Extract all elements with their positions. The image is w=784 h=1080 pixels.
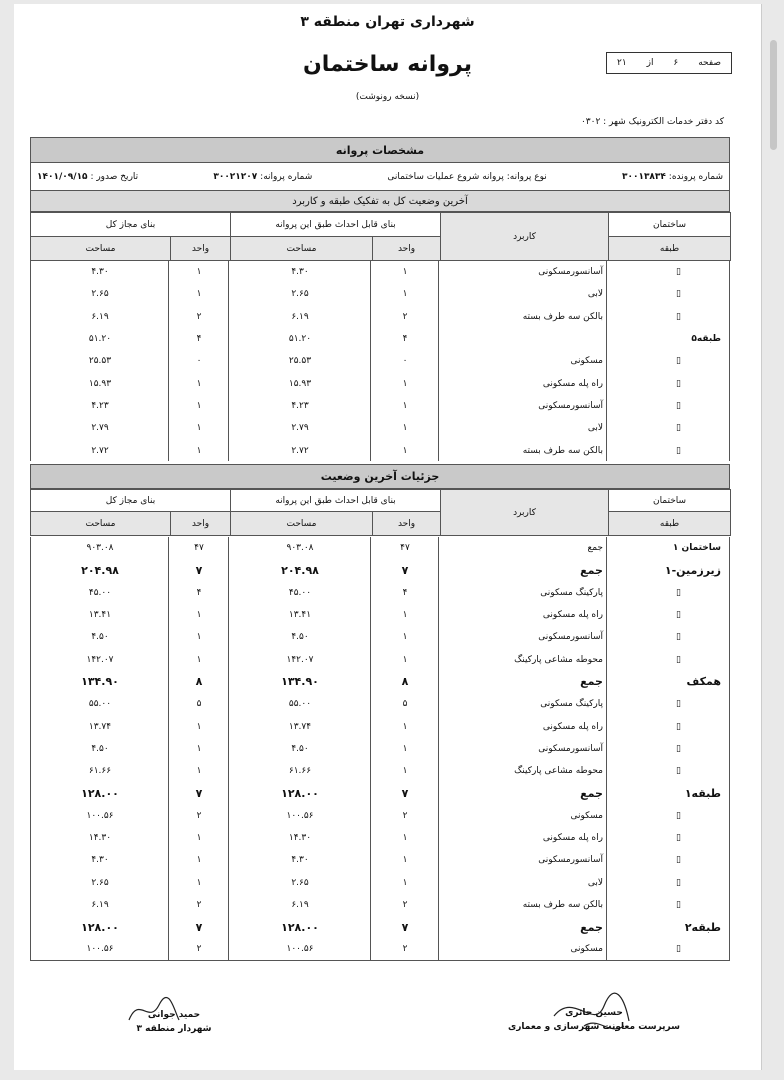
table-row bbox=[31, 849, 729, 871]
total-area-cell: ۱۵.۹۳ bbox=[88, 378, 112, 389]
allowed-area-cell: ۹۰۳.۰۸ bbox=[286, 543, 314, 554]
allowed-area-cell: ۱۰۰.۵۶ bbox=[286, 810, 314, 821]
table-row bbox=[31, 537, 729, 559]
allowed-unit-cell: ۷ bbox=[401, 786, 409, 800]
table-row bbox=[31, 916, 729, 938]
allowed-area-cell: ۱۳.۷۴ bbox=[288, 721, 312, 732]
allowed-unit-cell: ۱ bbox=[402, 289, 408, 300]
header-area: مساحت bbox=[31, 512, 171, 536]
total-unit-cell: ۱ bbox=[196, 610, 202, 621]
allowed-area-cell: ۴.۲۳ bbox=[291, 400, 309, 411]
column-divider bbox=[606, 537, 607, 960]
table-row bbox=[31, 671, 729, 693]
table-row bbox=[31, 805, 729, 827]
floor-cell: طبقه۲ bbox=[684, 920, 721, 934]
allowed-area-cell: ۱۲۸.۰۰ bbox=[281, 786, 319, 800]
table-row bbox=[31, 693, 729, 715]
allowed-area-cell: ۱۴.۳۰ bbox=[288, 833, 312, 843]
usage-cell: آسانسورمسکونی bbox=[538, 743, 603, 754]
total-unit-cell: ۱ bbox=[196, 267, 202, 278]
municipality-title: شهرداری تهران منطقه ۳ bbox=[300, 14, 475, 30]
file-number: شماره پرونده: ۳۰۰۱۳۸۳۴ bbox=[621, 171, 723, 182]
page-total: ۲۱ bbox=[617, 58, 627, 68]
total-unit-cell: ۱ bbox=[196, 654, 202, 665]
column-divider bbox=[228, 537, 229, 960]
header-allowed: بنای قابل احداث طبق این پروانه bbox=[231, 490, 441, 512]
table-row bbox=[31, 417, 729, 439]
table2-body bbox=[30, 537, 730, 961]
allowed-area-cell: ۴.۳۰ bbox=[291, 267, 309, 278]
allowed-unit-cell: ۷ bbox=[401, 920, 409, 934]
total-unit-cell: ۷ bbox=[195, 920, 203, 934]
usage-cell: مسکونی bbox=[570, 356, 603, 367]
table-row bbox=[31, 328, 729, 350]
total-area-cell: ۶۱.۶۶ bbox=[88, 766, 112, 777]
allowed-unit-cell: ۸ bbox=[401, 675, 409, 689]
allowed-area-cell: ۱۳۴.۹۰ bbox=[281, 675, 319, 689]
copy-subtitle: (نسخه رونوشت) bbox=[355, 92, 420, 102]
usage-cell: محوطه مشاعی پارکینگ bbox=[514, 766, 603, 777]
total-area-cell: ۲.۷۹ bbox=[91, 423, 109, 434]
allowed-unit-cell: ۱ bbox=[402, 721, 408, 732]
table-row bbox=[31, 871, 729, 893]
permit-info-row bbox=[30, 163, 730, 190]
floor-cell: ▯ bbox=[676, 632, 681, 643]
allowed-unit-cell: ۲ bbox=[402, 810, 408, 821]
allowed-area-cell: ۴۵.۰۰ bbox=[288, 587, 312, 598]
allowed-unit-cell: ۱ bbox=[402, 855, 408, 866]
total-area-cell: ۴.۵۰ bbox=[91, 743, 109, 754]
total-area-cell: ۴.۵۰ bbox=[91, 632, 109, 643]
column-divider bbox=[228, 261, 229, 461]
allowed-unit-cell: ۴۷ bbox=[400, 543, 410, 554]
total-area-cell: ۶.۱۹ bbox=[91, 311, 109, 322]
total-unit-cell: ۷ bbox=[195, 563, 203, 577]
signer-right-title: سرپرست معاونت شهرسازی و معماری bbox=[507, 1022, 680, 1032]
allowed-unit-cell: ۱ bbox=[402, 632, 408, 643]
total-area-cell: ۹۰۳.۰۸ bbox=[86, 543, 114, 554]
total-area-cell: ۲.۶۵ bbox=[91, 877, 109, 888]
signature-right bbox=[494, 1006, 694, 1034]
usage-cell: راه پله مسکونی bbox=[542, 610, 603, 621]
page-label: صفحه bbox=[698, 58, 722, 68]
floor-cell: ▯ bbox=[676, 311, 681, 322]
usage-cell: راه پله مسکونی bbox=[542, 378, 603, 389]
table-row bbox=[31, 559, 729, 581]
allowed-unit-cell: ۱ bbox=[402, 400, 408, 411]
signer-left-title: شهردار منطقه ۳ bbox=[136, 1024, 212, 1034]
floor-cell: ▯ bbox=[676, 587, 681, 598]
table-row bbox=[31, 938, 729, 960]
total-unit-cell: ۲ bbox=[196, 311, 202, 322]
floor-cell: ▯ bbox=[676, 833, 681, 843]
allowed-unit-cell: ۱ bbox=[402, 743, 408, 754]
total-area-cell: ۲.۶۵ bbox=[91, 289, 109, 300]
allowed-unit-cell: ۲ bbox=[402, 311, 408, 322]
header-building: ساختمان bbox=[609, 490, 731, 512]
allowed-unit-cell: ۱ bbox=[402, 267, 408, 278]
total-unit-cell: ۲ bbox=[196, 810, 202, 821]
usage-cell: لابی bbox=[587, 877, 603, 888]
page-title: پروانه ساختمان bbox=[303, 52, 472, 77]
table-row bbox=[31, 827, 729, 849]
allowed-area-cell: ۱۵.۹۳ bbox=[288, 378, 312, 389]
total-unit-cell: ۴ bbox=[196, 334, 202, 345]
table-row bbox=[31, 648, 729, 670]
of-label: از bbox=[646, 58, 654, 68]
allowed-unit-cell: ۵ bbox=[402, 699, 408, 710]
allowed-unit-cell: ۴ bbox=[402, 334, 408, 345]
total-area-cell: ۶.۱۹ bbox=[91, 899, 109, 910]
header-area: مساحت bbox=[231, 237, 373, 261]
office-code: کد دفتر خدمات الکترونیک شهر : ۰۳۰۲ bbox=[580, 117, 724, 127]
table-row bbox=[31, 350, 729, 372]
floor-cell: ▯ bbox=[676, 610, 681, 621]
floor-cell: ▯ bbox=[676, 766, 681, 777]
vertical-scrollbar[interactable] bbox=[770, 40, 777, 150]
table-row bbox=[31, 283, 729, 305]
floor-cell: ▯ bbox=[676, 654, 681, 665]
floor-cell: ▯ bbox=[676, 877, 681, 888]
usage-cell: بالکن سه طرف بسته bbox=[522, 899, 603, 910]
document-page bbox=[14, 4, 762, 1070]
table-row bbox=[31, 582, 729, 604]
allowed-area-cell: ۵۱.۲۰ bbox=[288, 334, 312, 345]
allowed-area-cell: ۴.۳۰ bbox=[291, 855, 309, 866]
allowed-area-cell: ۲.۷۲ bbox=[291, 445, 309, 456]
total-area-cell: ۴.۳۰ bbox=[91, 855, 109, 866]
total-area-cell: ۱۴.۳۰ bbox=[88, 833, 112, 843]
floor-cell: ▯ bbox=[676, 423, 681, 434]
usage-cell: لابی bbox=[587, 423, 603, 434]
total-unit-cell: ۰ bbox=[196, 356, 202, 367]
allowed-area-cell: ۱۰۰.۵۶ bbox=[286, 944, 314, 955]
total-unit-cell: ۵ bbox=[196, 699, 202, 710]
allowed-area-cell: ۵۵.۰۰ bbox=[288, 699, 312, 710]
total-unit-cell: ۱ bbox=[196, 833, 202, 843]
usage-cell: مسکونی bbox=[570, 944, 603, 955]
total-area-cell: ۱۴۲.۰۷ bbox=[86, 654, 114, 665]
total-area-cell: ۱۲۸.۰۰ bbox=[81, 786, 119, 800]
table-row bbox=[31, 372, 729, 394]
total-unit-cell: ۴ bbox=[196, 587, 202, 598]
usage-cell: آسانسورمسکونی bbox=[538, 632, 603, 643]
signer-left-name: حمید جوانی bbox=[147, 1010, 201, 1020]
floor-cell: ▯ bbox=[676, 445, 681, 456]
table2-header bbox=[30, 489, 731, 536]
table2-title: جزئیات آخرین وضعیت bbox=[30, 464, 730, 489]
column-divider bbox=[168, 261, 169, 461]
allowed-area-cell: ۱۲۸.۰۰ bbox=[281, 920, 319, 934]
allowed-unit-cell: ۲ bbox=[402, 899, 408, 910]
allowed-area-cell: ۱۴۲.۰۷ bbox=[286, 654, 314, 665]
total-area-cell: ۵۱.۲۰ bbox=[88, 334, 112, 345]
usage-cell: بالکن سه طرف بسته bbox=[522, 311, 603, 322]
allowed-unit-cell: ۱ bbox=[402, 766, 408, 777]
column-divider bbox=[370, 261, 371, 461]
allowed-area-cell: ۶۱.۶۶ bbox=[288, 766, 312, 777]
table1-header bbox=[30, 212, 731, 261]
table1-title: آخرین وضعیت کل به تفکیک طبقه و کاربرد bbox=[30, 190, 730, 212]
allowed-area-cell: ۶.۱۹ bbox=[291, 311, 309, 322]
table-row bbox=[31, 626, 729, 648]
column-divider bbox=[370, 537, 371, 960]
total-unit-cell: ۱ bbox=[196, 400, 202, 411]
total-area-cell: ۵۵.۰۰ bbox=[88, 699, 112, 710]
total-unit-cell: ۱ bbox=[196, 743, 202, 754]
allowed-unit-cell: ۴ bbox=[402, 587, 408, 598]
total-area-cell: ۲.۷۲ bbox=[91, 445, 109, 456]
usage-cell: آسانسورمسکونی bbox=[538, 400, 603, 411]
allowed-unit-cell: ۱ bbox=[402, 610, 408, 621]
header-unit: واحد bbox=[171, 512, 231, 536]
page-number: ۶ bbox=[673, 58, 679, 68]
usage-cell: لابی bbox=[587, 289, 603, 300]
total-unit-cell: ۱ bbox=[196, 766, 202, 777]
allowed-unit-cell: ۱ bbox=[402, 445, 408, 456]
allowed-area-cell: ۱۳.۴۱ bbox=[288, 610, 312, 621]
permit-section-title: مشخصات پروانه bbox=[30, 137, 730, 163]
total-area-cell: ۱۳.۴۱ bbox=[88, 610, 112, 621]
table-row bbox=[31, 306, 729, 328]
usage-cell: پارکینگ مسکونی bbox=[540, 699, 603, 710]
floor-cell: ▯ bbox=[676, 855, 681, 866]
total-unit-cell: ۱ bbox=[196, 289, 202, 300]
floor-cell: طبقه۵ bbox=[691, 334, 721, 345]
header-floor: طبقه bbox=[609, 237, 731, 261]
table-row bbox=[31, 395, 729, 417]
floor-cell: ▯ bbox=[676, 899, 681, 910]
allowed-area-cell: ۲۰۴.۹۸ bbox=[281, 563, 319, 577]
column-divider bbox=[168, 537, 169, 960]
floor-cell: ▯ bbox=[676, 721, 681, 732]
allowed-unit-cell: ۱ bbox=[402, 877, 408, 888]
total-unit-cell: ۲ bbox=[196, 944, 202, 955]
header-usage: کاربرد bbox=[441, 490, 609, 536]
floor-cell: ▯ bbox=[676, 944, 681, 955]
floor-cell: ▯ bbox=[676, 400, 681, 411]
table-row bbox=[31, 894, 729, 916]
allowed-unit-cell: ۱ bbox=[402, 378, 408, 389]
floor-cell: ▯ bbox=[676, 378, 681, 389]
allowed-unit-cell: ۷ bbox=[401, 563, 409, 577]
table1-body bbox=[30, 261, 730, 461]
allowed-unit-cell: ۰ bbox=[402, 356, 408, 367]
usage-cell: جمع bbox=[580, 786, 603, 800]
column-divider bbox=[438, 537, 439, 960]
total-area-cell: ۱۲۸.۰۰ bbox=[81, 920, 119, 934]
allowed-area-cell: ۴.۵۰ bbox=[291, 632, 309, 643]
header-area: مساحت bbox=[231, 512, 373, 536]
header-unit: واحد bbox=[171, 237, 231, 261]
header-allowed: بنای قابل احداث طبق این پروانه bbox=[231, 213, 441, 237]
usage-cell: جمع bbox=[580, 920, 603, 934]
allowed-unit-cell: ۱ bbox=[402, 833, 408, 843]
allowed-area-cell: ۲.۶۵ bbox=[291, 877, 309, 888]
floor-cell: ▯ bbox=[676, 810, 681, 821]
total-area-cell: ۴.۳۰ bbox=[91, 267, 109, 278]
usage-cell: مسکونی bbox=[570, 810, 603, 821]
allowed-unit-cell: ۱ bbox=[402, 654, 408, 665]
permit-type: نوع پروانه: پروانه شروع عملیات ساختمانی bbox=[387, 171, 547, 182]
usage-cell: بالکن سه طرف بسته bbox=[522, 445, 603, 456]
header-total: بنای مجاز کل bbox=[31, 490, 231, 512]
column-divider bbox=[606, 261, 607, 461]
total-area-cell: ۱۰۰.۵۶ bbox=[86, 944, 114, 955]
total-area-cell: ۱۰۰.۵۶ bbox=[86, 810, 114, 821]
header-building: ساختمان bbox=[609, 213, 731, 237]
total-unit-cell: ۴۷ bbox=[194, 543, 204, 554]
total-area-cell: ۱۳.۷۴ bbox=[88, 721, 112, 732]
usage-cell: پارکینگ مسکونی bbox=[540, 587, 603, 598]
header-unit: واحد bbox=[373, 237, 441, 261]
floor-cell: ▯ bbox=[676, 699, 681, 710]
total-unit-cell: ۸ bbox=[195, 675, 203, 689]
table-row bbox=[31, 261, 729, 283]
total-unit-cell: ۱ bbox=[196, 632, 202, 643]
total-unit-cell: ۱ bbox=[196, 877, 202, 888]
allowed-area-cell: ۲۵.۵۳ bbox=[288, 356, 312, 367]
total-area-cell: ۴۵.۰۰ bbox=[88, 587, 112, 598]
total-area-cell: ۴.۲۳ bbox=[91, 400, 109, 411]
table-row bbox=[31, 715, 729, 737]
allowed-area-cell: ۲.۷۹ bbox=[291, 423, 309, 434]
permit-number: شماره پروانه: ۳۰۰۲۱۲۰۷ bbox=[213, 171, 313, 182]
floor-cell: طبقه۱ bbox=[684, 786, 721, 800]
usage-cell: راه پله مسکونی bbox=[542, 721, 603, 732]
allowed-unit-cell: ۲ bbox=[402, 944, 408, 955]
total-area-cell: ۱۳۴.۹۰ bbox=[81, 675, 119, 689]
floor-cell: ▯ bbox=[676, 267, 681, 278]
usage-cell: آسانسورمسکونی bbox=[538, 855, 603, 866]
floor-cell: ▯ bbox=[676, 289, 681, 300]
floor-cell: ساختمان ۱ bbox=[672, 543, 721, 554]
header-total: بنای مجاز کل bbox=[31, 213, 231, 237]
usage-cell: آسانسورمسکونی bbox=[538, 267, 603, 278]
total-area-cell: ۲۰۴.۹۸ bbox=[81, 563, 119, 577]
table-row bbox=[31, 604, 729, 626]
usage-cell: جمع bbox=[580, 675, 603, 689]
floor-cell: ▯ bbox=[676, 743, 681, 754]
allowed-unit-cell: ۱ bbox=[402, 423, 408, 434]
header-usage: کاربرد bbox=[441, 213, 609, 261]
floor-cell: همکف bbox=[686, 675, 721, 689]
column-divider bbox=[438, 261, 439, 461]
allowed-area-cell: ۲.۶۵ bbox=[291, 289, 309, 300]
total-unit-cell: ۱ bbox=[196, 423, 202, 434]
total-unit-cell: ۱ bbox=[196, 855, 202, 866]
signer-right-name: حسین حائری bbox=[565, 1008, 623, 1018]
floor-cell: ▯ bbox=[676, 356, 681, 367]
floor-cell: زیرزمین-۱ bbox=[664, 563, 721, 577]
header-unit: واحد bbox=[373, 512, 441, 536]
usage-cell: راه پله مسکونی bbox=[542, 833, 603, 843]
total-unit-cell: ۷ bbox=[195, 786, 203, 800]
header-floor: طبقه bbox=[609, 512, 731, 536]
signature-left bbox=[114, 1008, 234, 1036]
header-area: مساحت bbox=[31, 237, 171, 261]
total-unit-cell: ۱ bbox=[196, 378, 202, 389]
usage-cell: محوطه مشاعی پارکینگ bbox=[514, 654, 603, 665]
table-row bbox=[31, 439, 729, 461]
usage-cell: جمع bbox=[580, 563, 603, 577]
total-area-cell: ۲۵.۵۳ bbox=[88, 356, 112, 367]
table-row bbox=[31, 782, 729, 804]
usage-cell: جمع bbox=[587, 543, 603, 554]
total-unit-cell: ۱ bbox=[196, 445, 202, 456]
table-row bbox=[31, 760, 729, 782]
table-row bbox=[31, 738, 729, 760]
allowed-area-cell: ۴.۵۰ bbox=[291, 743, 309, 754]
total-unit-cell: ۲ bbox=[196, 899, 202, 910]
allowed-area-cell: ۶.۱۹ bbox=[291, 899, 309, 910]
issue-date: تاریخ صدور : ۱۴۰۱/۰۹/۱۵ bbox=[37, 171, 139, 182]
total-unit-cell: ۱ bbox=[196, 721, 202, 732]
